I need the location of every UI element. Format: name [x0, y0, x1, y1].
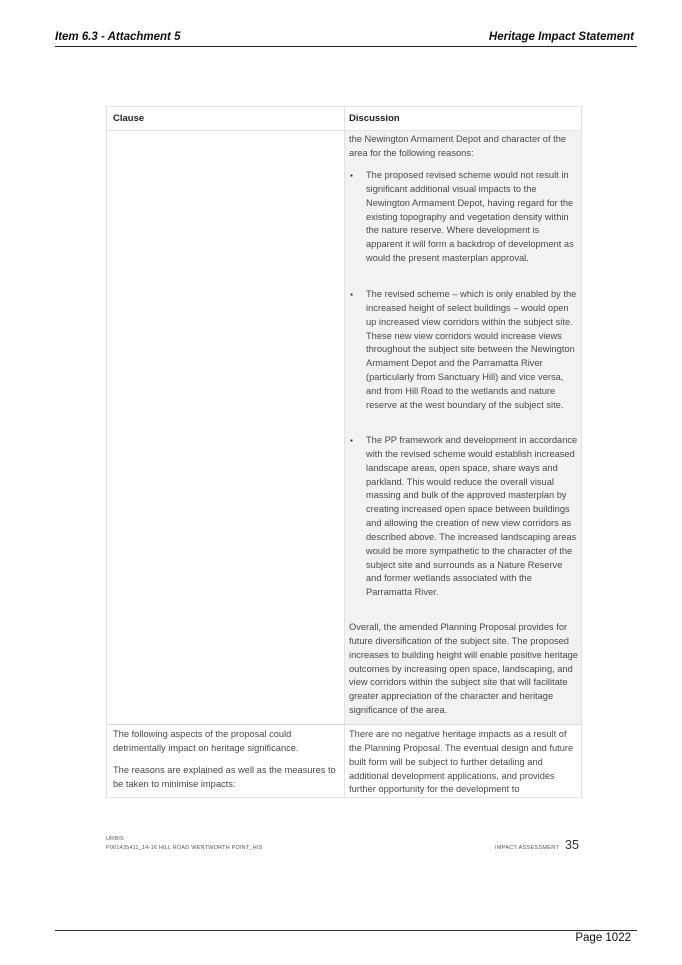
header-item-label: Item 6.3 - Attachment 5: [55, 31, 181, 43]
bullet-marker-icon: ▪: [350, 290, 353, 299]
footer-page-number: 35: [565, 838, 579, 852]
column-header-clause: Clause: [113, 113, 145, 124]
row-divider: [107, 724, 581, 725]
heritage-table: [106, 106, 582, 798]
discussion-row2: There are no negative heritage impacts as a result of the Planning Proposal. The eventual design and future built form will be subject to further detailing and additional development applications, and provides further opportunity for the development to: [349, 729, 574, 795]
page-label: Page 1022: [575, 932, 631, 944]
column-header-discussion: Discussion: [349, 113, 400, 124]
discussion-summary: Overall, the amended Planning Proposal provides for future diversification of the subject site. The proposed increases to building height will enable positive heritage outcomes by increasing open space, landscaping, and view corridors within the subject site that will facilitate greater appreciation of the character and heritage significance of the area.: [349, 622, 578, 716]
discussion-bullet-1: [349, 169, 578, 266]
bullet-text: The PP framework and development in accordance with the revised scheme would establish increased landscape areas, open space, share ways and parkland. This would reduce the overall visual massing and bulk of the approved masterplan by creating increased open space between buildings and allowing the creation of new view corridors as described above. The increased landscaping areas would be more sympathetic to the character of the subject site and surrounds as a Nature Reserve and former wetlands associated with the Parramatta River.: [366, 435, 578, 598]
header-document-title: Heritage Impact Statement: [488, 31, 634, 43]
footer-doc-ref: P0014354​11_14-16 HILL ROAD WENTWORTH POINT_HIS: [106, 845, 263, 851]
clause-paragraph-2: The reasons are explained as well as the measures to be taken to minimise impacts:: [113, 765, 336, 789]
footer-section: IMPACT ASSESSMENT: [495, 845, 560, 851]
header-divider: [107, 130, 581, 131]
bullet-marker-icon: ▪: [350, 436, 353, 445]
footer-company: URBIS: [106, 836, 124, 842]
bullet-marker-icon: ▪: [350, 171, 353, 180]
clause-paragraph-1: The following aspects of the proposal could detrimentally impact on heritage significance.: [113, 729, 299, 753]
page-footer-rule: [55, 930, 637, 931]
bullet-text: The revised scheme – which is only enabled by the increased height of select buildings – would open up increased view corridors within the subject site. These new view corridors would increase views throughout the subject site between the Newington Armament Depot and the Parramatta River (particularly from Sanctuary Hill) and vice versa, and from Hill Road to the wetlands and nature reserve at the west boundary of the subject site.: [366, 289, 577, 410]
page-header: [55, 31, 637, 47]
discussion-bullet-3: [349, 434, 578, 600]
bullet-text: The proposed revised scheme would not result in significant additional visual impacts to the Newington Armament Depot, having regard for the existing topography and vegetation density within the nature reserve. Where development is apparent it will form a backdrop of development as would the present masterplan approval.: [366, 170, 574, 264]
discussion-intro: the Newington Armament Depot and character of the area for the following reasons:: [349, 134, 567, 158]
discussion-bullet-2: [349, 288, 578, 413]
column-divider: [344, 107, 345, 797]
